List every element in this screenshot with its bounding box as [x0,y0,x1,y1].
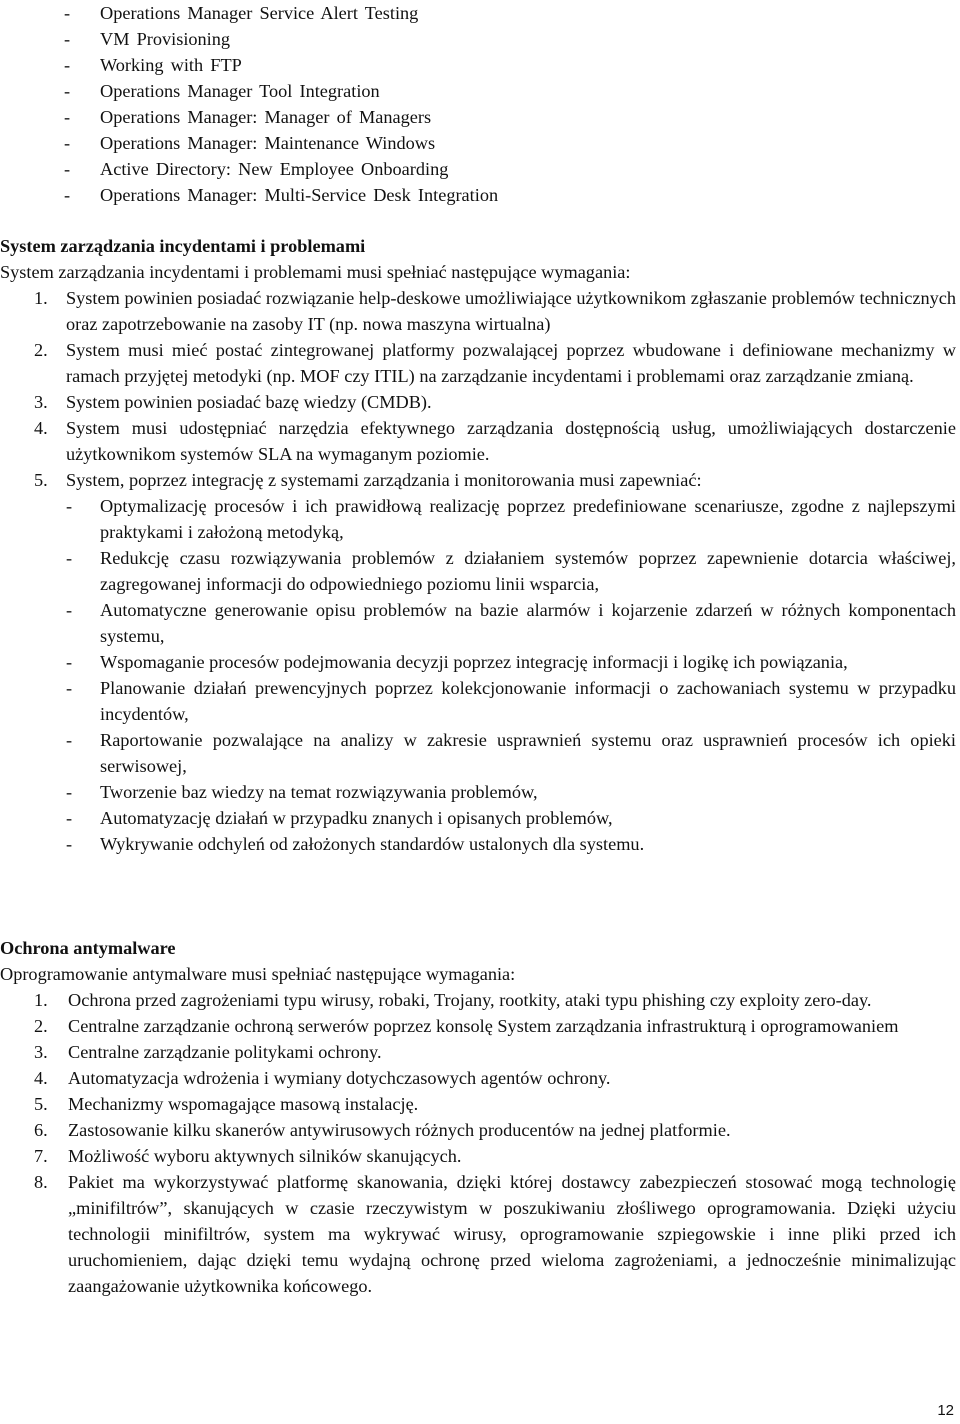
list-item: - Operations Manager: Multi-Service Desk Integration [64,185,499,205]
list-item: - Operations Manager Tool Integration [64,81,380,101]
list-item [34,415,956,467]
section-title: Ochrona antymalware [0,938,176,958]
item-number: 3. [34,392,48,412]
sub-list-item: - Optymalizację procesów i ich prawidłową realizację poprzez predefiniowane scenariusze, zgodne z najlepszymi praktykami i założoną metodyką, [66,496,956,542]
sub-list [66,493,956,857]
item-text: Możliwość wyboru aktywnych silników skanujących. [68,1146,462,1166]
item-text: Centralne zarządzanie politykami ochrony. [68,1042,382,1062]
list-item [34,467,956,857]
list-item: - Working with FTP [64,55,242,75]
list-item [34,1013,956,1039]
item-text: Pakiet ma wykorzystywać platformę skanowania, dzięki której dostawcy zabezpieczeń stosować mogą technologię „minifiltrów”, skanujących w czasie rzeczywistym w poszukiwaniu złośliwego oprogramowania. Dzięki użyciu technologii minifiltrów, system ma wykrywać wirusy, oprogramowanie szpiegowskie i inne pliki przed ich uruchomieniem, dając dzięki temu wydajną ochronę przed wieloma zagrożeniami, a jednocześnie minimalizując zaangażowanie użytkownika końcowego. [68,1172,956,1296]
list-item [34,1065,956,1091]
list-item: - Active Directory: New Employee Onboarding [64,159,449,179]
list-item [34,987,956,1013]
item-number: 2. [34,1016,48,1036]
top-dash-list [64,0,934,208]
item-body [66,467,956,857]
antimalware-requirements-list [34,987,956,1299]
item-number: 6. [34,1120,48,1140]
list-item [34,337,956,389]
item-text: Mechanizmy wspomagające masową instalację. [68,1094,419,1114]
item-number: 8. [34,1172,48,1192]
sub-list-item: - Automatyzację działań w przypadku znanych i opisanych problemów, [66,808,613,828]
list-item: - Operations Manager: Maintenance Windows [64,133,436,153]
item-text: System powinien posiadać rozwiązanie help-deskowe umożliwiające użytkownikom zgłaszanie problemów technicznych oraz zapotrzebowanie na zasoby IT (np. nowa maszyna wirtualna) [66,288,956,334]
item-text: System powinien posiadać bazę wiedzy (CMDB). [66,392,432,412]
list-item: - Operations Manager Service Alert Testing [64,3,419,23]
item-number: 7. [34,1146,48,1166]
requirements-list [34,285,956,857]
list-item [34,285,956,337]
item-number: 1. [34,288,48,308]
item-number: 4. [34,418,48,438]
item-number: 2. [34,340,48,360]
sub-list-item: - Raportowanie pozwalające na analizy w zakresie usprawnień systemu oraz usprawnień procesów ich opieki serwisowej, [66,730,956,776]
page-number: 12 [937,1402,954,1419]
list-item [34,1091,956,1117]
sub-list-item: - Redukcję czasu rozwiązywania problemów z działaniem systemów poprzez zapewnienie dotarcia właściwej, zagregowanej informacji do odpowiedniego poziomu linii wsparcia, [66,548,956,594]
item-text: Ochrona przed zagrożeniami typu wirusy, robaki, Trojany, rootkity, ataki typu phishing czy exploity zero-day. [68,990,872,1010]
list-item [34,389,956,415]
section-intro: Oprogramowanie antymalware musi spełniać następujące wymagania: [0,964,516,984]
item-text: System musi udostępniać narzędzia efektywnego zarządzania dostępnością usług, umożliwiających dostarczenie użytkownikom systemów SLA na wymaganym poziomie. [66,418,956,464]
item-number: 4. [34,1068,48,1088]
list-item [34,1039,956,1065]
list-item [34,1117,956,1143]
item-number: 1. [34,990,48,1010]
sub-list-item: - Planowanie działań prewencyjnych poprzez kolekcjonowanie informacji o zachowaniach systemu w przypadku incydentów, [66,678,956,724]
item-text: Centralne zarządzanie ochroną serwerów poprzez konsolę System zarządzania infrastrukturą i oprogramowaniem [68,1016,899,1036]
sub-list-item: - Wspomaganie procesów podejmowania decyzji poprzez integrację informacji i logikę ich powiązania, [66,652,848,672]
section-intro: System zarządzania incydentami i problemami musi spełniać następujące wymagania: [0,262,631,282]
list-item [34,1143,956,1169]
list-item: - Operations Manager: Manager of Managers [64,107,432,127]
list-item: - VM Provisioning [64,29,231,49]
item-text: Zastosowanie kilku skanerów antywirusowych różnych producentów na jednej platformie. [68,1120,731,1140]
sub-list-item: - Wykrywanie odchyleń od założonych standardów ustalonych dla systemu. [66,834,645,854]
item-text: System, poprzez integrację z systemami zarządzania i monitorowania musi zapewniać: [66,470,702,490]
section-title: System zarządzania incydentami i problemami [0,236,366,256]
item-number: 3. [34,1042,48,1062]
list-item [34,1169,956,1299]
item-text: System musi mieć postać zintegrowanej platformy pozwalającej poprzez wbudowane i definiowane mechanizmy w ramach przyjętej metodyki (np. MOF czy ITIL) na zarządzanie incydentami i problemami oraz zarządzanie zmianą. [66,340,956,386]
item-number: 5. [34,470,48,490]
sub-list-item: - Automatyczne generowanie opisu problemów na bazie alarmów i kojarzenie zdarzeń w różnych komponentach systemu, [66,600,956,646]
sub-list-item: - Tworzenie baz wiedzy na temat rozwiązywania problemów, [66,782,538,802]
item-number: 5. [34,1094,48,1114]
item-text: Automatyzacja wdrożenia i wymiany dotychczasowych agentów ochrony. [68,1068,611,1088]
